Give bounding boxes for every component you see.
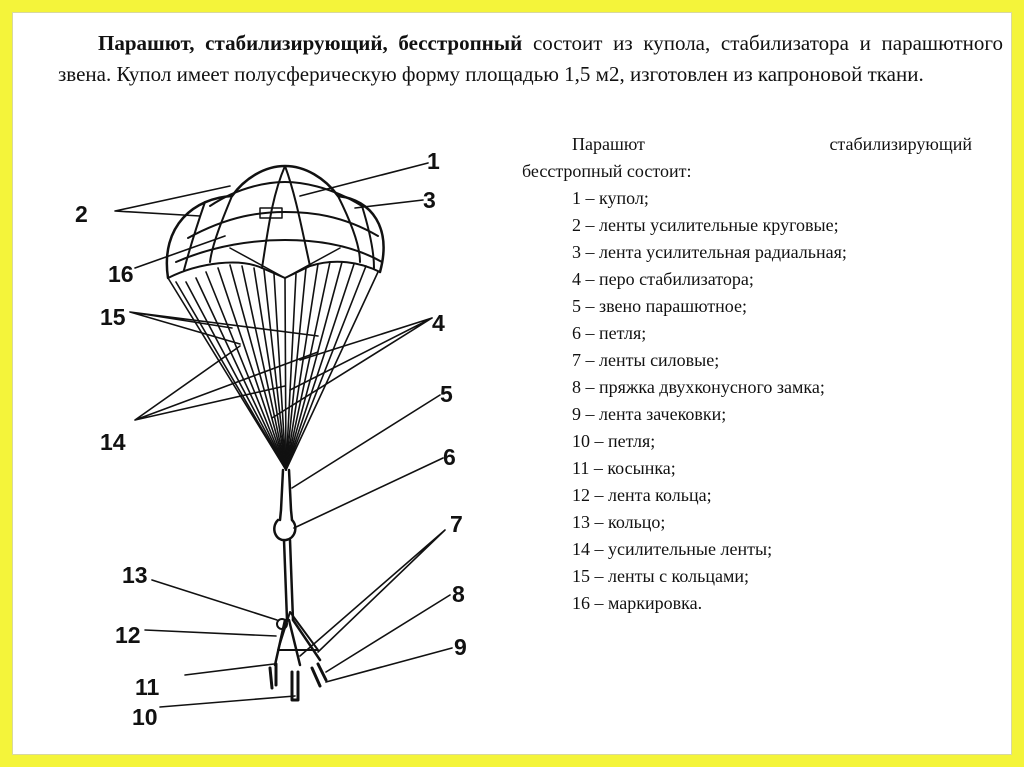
label-4: 4	[432, 310, 445, 336]
legend-item: 6 – петля;	[572, 323, 647, 343]
stabilizer-lines	[168, 262, 378, 470]
legend-item: 12 – лента кольца;	[572, 485, 712, 505]
legend-title-word2: стабилизирующий	[829, 134, 972, 154]
label-8: 8	[452, 581, 465, 607]
label-10: 10	[132, 704, 158, 730]
intro-text: состоит из купола, стабилизатора и парашютного звена. Купол имеет полусферическую форму площадью 1,5 м2, изготовлен из капроновой ткани.	[58, 31, 1003, 86]
legend-item: 5 – звено парашютное;	[572, 296, 748, 316]
legend-item: 7 – ленты силовые;	[572, 350, 720, 370]
legend-item: 3 – лента усилительная радиальная;	[572, 242, 847, 262]
legend-item: 10 – петля;	[572, 431, 656, 451]
label-14: 14	[100, 429, 126, 455]
legend-item: 9 – лента зачековки;	[572, 404, 727, 424]
label-15: 15	[100, 304, 126, 330]
label-5: 5	[440, 381, 453, 407]
label-7: 7	[450, 511, 463, 537]
label-13: 13	[122, 562, 148, 588]
parachute-link	[270, 470, 326, 700]
label-11: 11	[135, 674, 160, 700]
label-6: 6	[443, 444, 456, 470]
legend-item: 16 – маркировка.	[572, 593, 703, 613]
label-9: 9	[454, 634, 467, 660]
label-1: 1	[427, 148, 440, 174]
legend-item: 4 – перо стабилизатора;	[572, 269, 754, 289]
intro-bold-term: Парашют, стабилизирующий, бесстропный	[98, 31, 523, 55]
legend-item: 13 – кольцо;	[572, 512, 666, 532]
legend-item: 2 – ленты усилительные круговые;	[572, 215, 839, 235]
legend-title-line2: бесстропный состоит:	[522, 161, 692, 181]
legend-item: 11 – косынка;	[572, 458, 676, 478]
legend-item: 1 – купол;	[572, 188, 649, 208]
label-2: 2	[75, 201, 88, 227]
label-16: 16	[108, 261, 134, 287]
label-12: 12	[115, 622, 141, 648]
legend-item: 8 – пряжка двухконусного замка;	[572, 377, 825, 397]
legend-item: 14 – усилительные ленты;	[572, 539, 773, 559]
legend-item: 15 – ленты с кольцами;	[572, 566, 749, 586]
legend-title-word1: Парашют	[572, 134, 645, 154]
label-3: 3	[423, 187, 436, 213]
